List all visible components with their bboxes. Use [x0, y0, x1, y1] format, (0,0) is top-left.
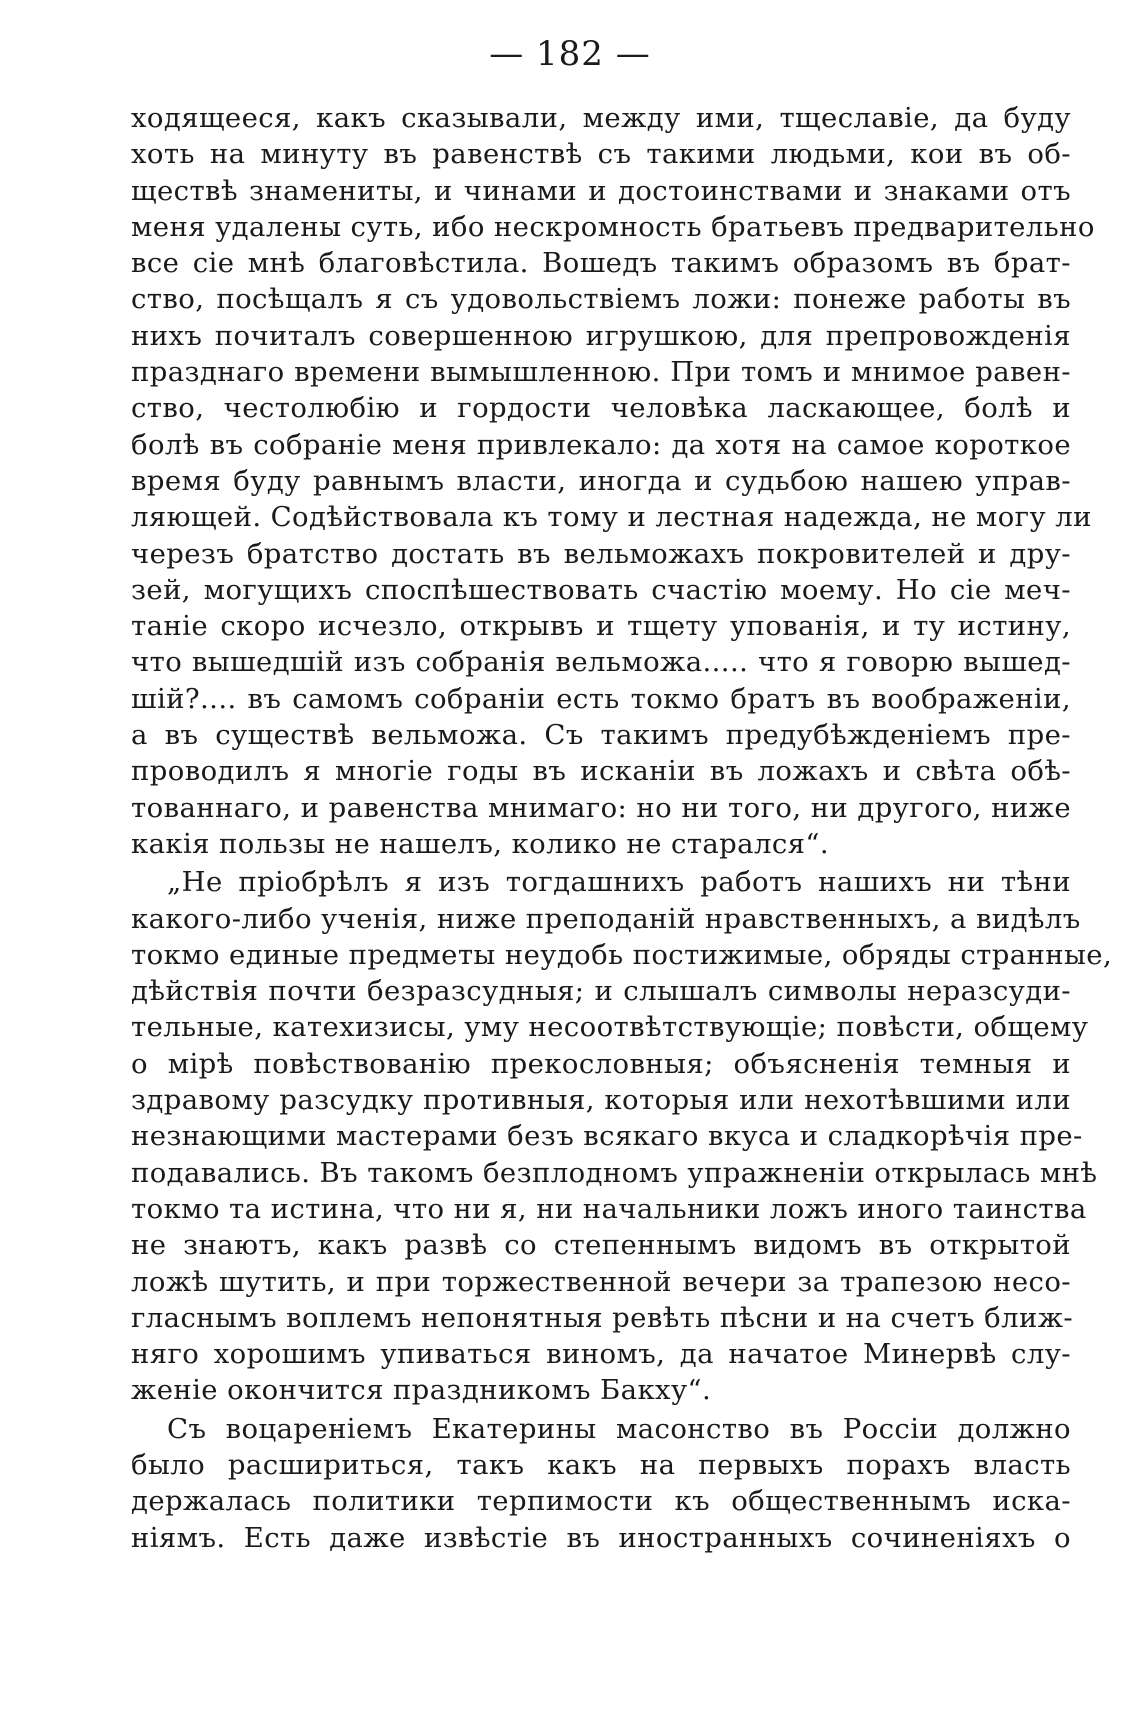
text-line: болѣ въ собраніе меня привлекало: да хотя на самое короткое — [131, 428, 1071, 461]
text-line: женіе окончится праздникомъ Бакху“. — [131, 1374, 712, 1407]
text-line: было расшириться, такъ какъ на первыхъ порахъ власть — [131, 1448, 1071, 1481]
text-line: тельные, катехизисы, уму несоотвѣтствующіе; повѣсти, общему — [131, 1011, 1089, 1044]
text-line: токмо та истина, что ни я, ни начальники ложъ иного таинства — [131, 1192, 1087, 1225]
text-line: празднаго времени вымышленною. При томъ и мнимое равен- — [131, 356, 1071, 389]
text-line: держалась политики терпимости къ общественнымъ иска- — [131, 1485, 1071, 1518]
text-line: какого-либо ученія, ниже преподаній нравственныхъ, а видѣлъ — [131, 902, 1081, 935]
text-line: ніямъ. Есть даже извѣстіе въ иностранныхъ сочиненіяхъ о — [131, 1521, 1071, 1554]
text-line: о мірѣ повѣствованію прекословныя; объясненія темныя и — [131, 1047, 1071, 1080]
text-line: токмо единые предметы неудобь постижимые, обряды странные, — [131, 938, 1113, 971]
text-line: ложѣ шутить, и при торжественной вечери за трапезою несо- — [131, 1265, 1071, 1298]
text-line: шій?.... въ самомъ собраніи есть токмо братъ въ воображеніи, — [131, 682, 1071, 715]
text-line: черезъ братство достать въ вельможахъ покровителей и дру- — [131, 537, 1071, 570]
paragraph-2 — [131, 864, 1113, 1408]
text-line: все сіе мнѣ благовѣстила. Вошедъ такимъ образомъ въ брат- — [131, 247, 1071, 280]
text-line: нихъ почиталъ совершенною игрушкою, для препровожденія — [131, 319, 1071, 352]
text-line: а въ существѣ вельможа. Съ такимъ предубѣжденіемъ пре- — [131, 719, 1071, 752]
text-line: дѣйствія почти безразсудныя; и слышалъ символы неразсуди- — [131, 975, 1071, 1008]
text-line: проводилъ я многіе годы въ исканіи въ ложахъ и свѣта обѣ- — [131, 755, 1071, 788]
text-line: ство, посѣщалъ я съ удовольствіемъ ложи: понеже работы въ — [131, 283, 1071, 316]
body-text — [131, 100, 1113, 1556]
text-line: няго хорошимъ упиваться виномъ, да начатое Минервѣ слу- — [131, 1338, 1071, 1371]
text-line: меня удалены суть, ибо нескромность братьевъ предварительно — [131, 210, 1095, 243]
text-line: зей, могущихъ споспѣшествовать счастію моему. Но сіе меч- — [131, 573, 1071, 606]
text-line: ходящееся, какъ сказывали, между ими, тщеславіе, да буду — [131, 102, 1071, 134]
text-line: незнающими мастерами безъ всякаго вкуса и сладкорѣчія пре- — [131, 1120, 1083, 1153]
text-line: Съ воцареніемъ Екатерины масонство въ Россіи должно — [167, 1412, 1071, 1445]
page-number: — 182 — — [489, 34, 651, 74]
text-line: время буду равнымъ власти, иногда и судьбою нашею управ- — [131, 464, 1071, 497]
text-line: что вышедшій изъ собранія вельможа..... что я говорю вышед- — [131, 646, 1071, 679]
text-line: какія пользы не нашелъ, колико не старался“. — [131, 827, 829, 860]
text-line: гласнымъ воплемъ непонятныя ревѣть пѣсни и на счетъ ближ- — [131, 1301, 1074, 1334]
text-line: таніе скоро исчезло, открывъ и тщету упованія, и ту истину, — [131, 610, 1071, 643]
text-line: хоть на минуту въ равенствѣ съ такими людьми, кои въ об- — [131, 138, 1071, 171]
text-line: подавались. Въ такомъ безплодномъ упражненіи открылась мнѣ — [131, 1156, 1098, 1189]
text-line: тованнаго, и равенства мнимаго: но ни того, ни другого, ниже — [131, 791, 1071, 824]
text-line: ществѣ знамениты, и чинами и достоинствами и знаками отъ — [131, 174, 1071, 207]
text-line: здравому разсудку противныя, которыя или нехотѣвшими или — [131, 1084, 1071, 1117]
text-line: ляющей. Содѣйствовала къ тому и лестная надежда, не могу ли — [131, 501, 1092, 534]
text-line: „Не пріобрѣлъ я изъ тогдашнихъ работъ нашихъ ни тѣни — [167, 866, 1071, 899]
paragraph-3 — [131, 1411, 1071, 1556]
paragraph-1 — [131, 100, 1095, 862]
text-line: ство, честолюбію и гордости человѣка ласкающее, болѣ и — [131, 392, 1071, 425]
text-line: не знаютъ, какъ развѣ со степеннымъ видомъ въ открытой — [131, 1229, 1071, 1262]
